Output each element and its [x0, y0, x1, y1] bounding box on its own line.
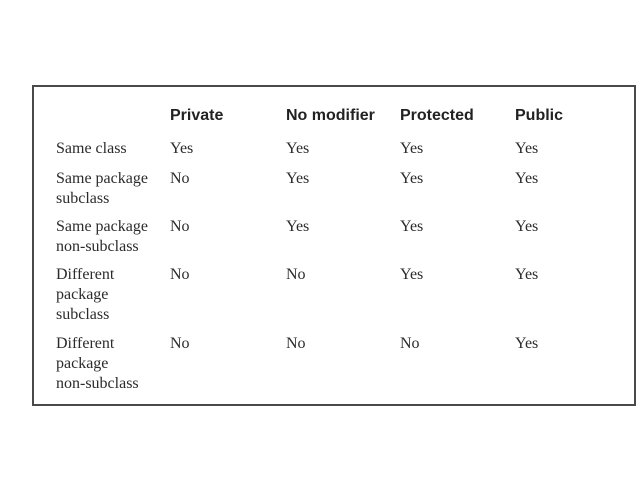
- cell-protected: No: [400, 335, 420, 352]
- cell-protected: Yes: [400, 140, 424, 157]
- access-modifier-table: [32, 85, 636, 406]
- row-label-line: package: [56, 355, 109, 372]
- cell-private: No: [170, 170, 190, 187]
- header-protected: Protected: [400, 107, 474, 124]
- cell-no-modifier: Yes: [286, 140, 310, 157]
- cell-no-modifier: Yes: [286, 170, 310, 187]
- header-public: Public: [515, 107, 564, 124]
- row-label-line: subclass: [56, 306, 110, 323]
- header-private: Private: [170, 107, 224, 124]
- header-no-modifier: No modifier: [286, 107, 375, 124]
- cell-protected: Yes: [400, 170, 424, 187]
- cell-private: No: [170, 266, 190, 283]
- row-label-line: Same package: [56, 218, 148, 235]
- cell-public: Yes: [515, 266, 539, 283]
- row-label-same-package-subclass: [56, 169, 166, 209]
- row-label-line: Different: [56, 266, 115, 283]
- cell-public: Yes: [515, 335, 539, 352]
- row-label-line: package: [56, 286, 109, 303]
- cell-no-modifier: No: [286, 335, 306, 352]
- row-label-different-package-non-subclass: [56, 334, 166, 394]
- cell-protected: Yes: [400, 218, 424, 235]
- cell-private: Yes: [170, 140, 194, 157]
- row-label-same-package-non-subclass: [56, 217, 166, 257]
- row-label-line: Same class: [56, 140, 127, 157]
- row-label-line: subclass: [56, 190, 110, 207]
- cell-public: Yes: [515, 140, 539, 157]
- cell-private: No: [170, 335, 190, 352]
- cell-private: No: [170, 218, 190, 235]
- cell-protected: Yes: [400, 266, 424, 283]
- cell-no-modifier: No: [286, 266, 306, 283]
- row-label-line: Same package: [56, 170, 148, 187]
- row-label-same-class: [56, 139, 166, 159]
- cell-no-modifier: Yes: [286, 218, 310, 235]
- row-label-line: non-subclass: [56, 238, 139, 255]
- row-label-line: non-subclass: [56, 375, 139, 392]
- row-label-different-package-subclass: [56, 265, 166, 325]
- row-label-line: Different: [56, 335, 115, 352]
- cell-public: Yes: [515, 170, 539, 187]
- cell-public: Yes: [515, 218, 539, 235]
